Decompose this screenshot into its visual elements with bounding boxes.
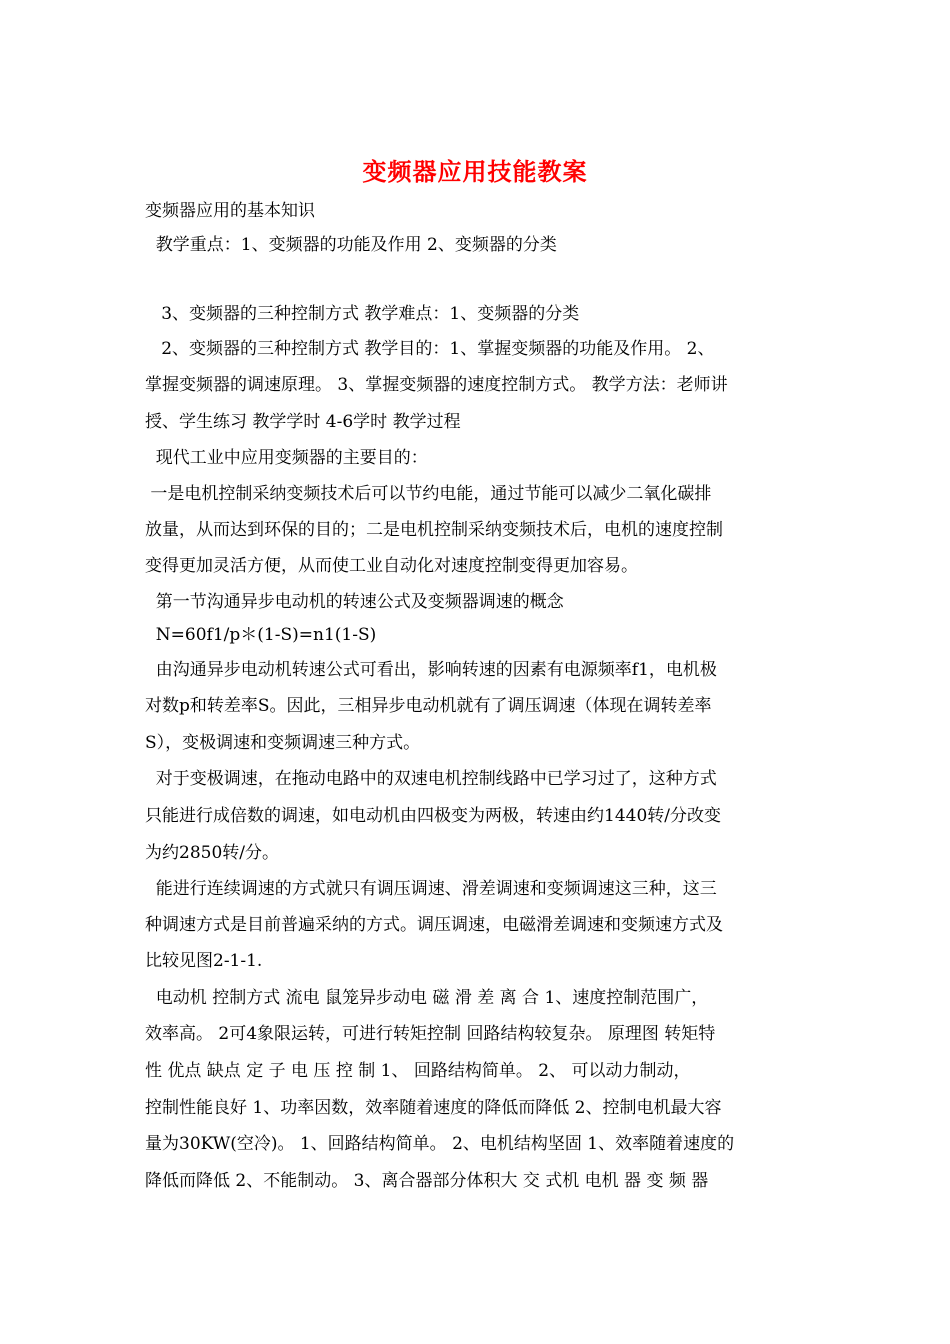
text-line: 效率高。 2可4象限运转，可进行转矩控制 回路结构较复杂。 原理图 转矩特 (145, 1024, 716, 1044)
text-line: 种调速方式是目前普遍采纳的方式。调压调速，电磁滑差调速和变频速方式及 (145, 915, 723, 935)
formula-line: N=60f1/p＊(1-S)=n1(1-S) (145, 625, 377, 645)
text-line: 为约2850转/分。 (145, 843, 279, 863)
text-line: 降低而降低 2、不能制动。 3、离合器部分体积大 交 式机 电机 器 变 频 器 (145, 1171, 709, 1191)
text-line: 2、变频器的三种控制方式 教学目的：1、掌握变频器的功能及作用。 2、 (145, 339, 715, 359)
text-line: 由沟通异步电动机转速公式可看出，影响转速的因素有电源频率f1，电机极 (145, 660, 717, 680)
text-line: S），变极调速和变频调速三种方式。 (145, 733, 421, 753)
text-line: 教学重点：1、变频器的功能及作用 2、变频器的分类 (145, 235, 557, 255)
text-line: 控制性能良好 1、功率因数，效率随着速度的降低而降低 2、控制电机最大容 (145, 1098, 722, 1118)
text-line: 放量，从而达到环保的目的；二是电机控制采纳变频技术后，电机的速度控制 (145, 520, 723, 540)
text-line: 性 优点 缺点 定 子 电 压 控 制 1、 回路结构简单。 2、 可以动力制动， (145, 1061, 691, 1081)
text-line: 第一节沟通异步电动机的转速公式及变频器调速的概念 (145, 592, 564, 612)
text-line: 掌握变频器的调速原理。 3、掌握变频器的速度控制方式。 教学方法：老师讲 (145, 375, 728, 395)
document-title: 变频器应用技能教案 (362, 158, 588, 186)
text-line: 比较见图2-1-1. (145, 951, 263, 971)
text-line: 对于变极调速，在拖动电路中的双速电机控制线路中已学习过了，这种方式 (145, 769, 717, 789)
text-line: 一是电机控制采纳变频技术后可以节约电能，通过节能可以减少二氧化碳排 (145, 484, 712, 504)
text-line: 对数p和转差率S。因此，三相异步电动机就有了调压调速（体现在调转差率 (145, 696, 712, 716)
text-line: 只能进行成倍数的调速，如电动机由四极变为两极，转速由约1440转/分改变 (145, 806, 721, 826)
text-line: 现代工业中应用变频器的主要目的： (145, 448, 428, 468)
text-line: 变得更加灵活方便，从而使工业自动化对速度控制变得更加容易。 (145, 556, 638, 576)
text-line: 电动机 控制方式 流电 鼠笼异步动电 磁 滑 差 离 合 1、速度控制范围广， (145, 988, 709, 1008)
text-line: 3、变频器的三种控制方式 教学难点：1、变频器的分类 (145, 304, 580, 324)
text-line: 量为30KW(空冷)。 1、回路结构简单。 2、电机结构坚固 1、效率随着速度的 (145, 1134, 735, 1154)
text-line: 能进行连续调速的方式就只有调压调速、滑差调速和变频调速这三种，这三 (145, 879, 717, 899)
text-line: 授、学生练习 教学学时 4-6学时 教学过程 (145, 412, 461, 432)
text-line: 变频器应用的基本知识 (145, 201, 315, 221)
